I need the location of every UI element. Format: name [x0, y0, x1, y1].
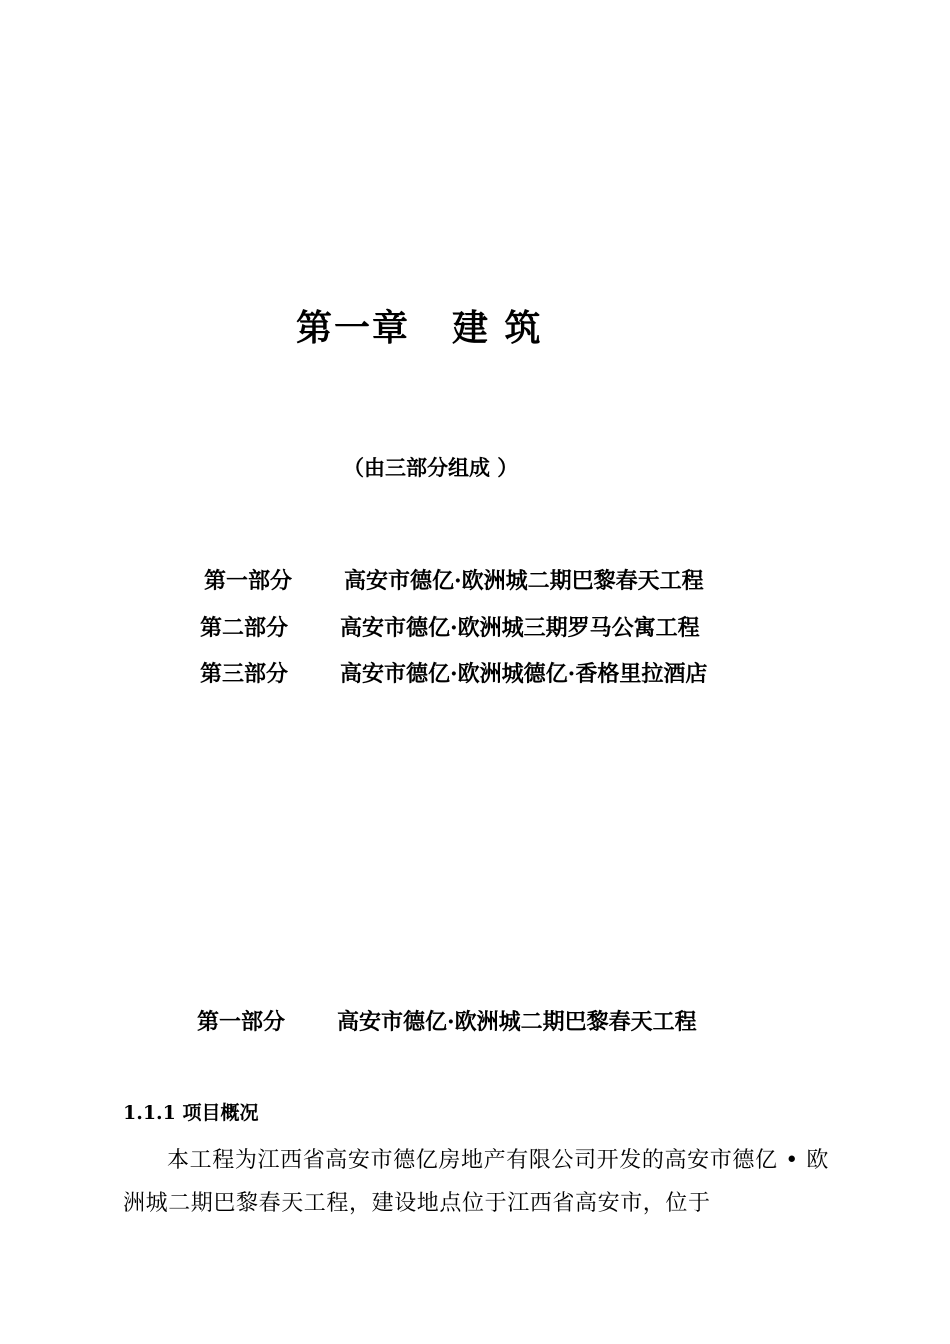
part-item-1 — [204, 564, 704, 595]
part-name: 第三部分 — [200, 661, 289, 687]
chapter-name: 建 筑 — [452, 307, 543, 349]
part-item-3 — [200, 657, 707, 688]
chapter-title — [296, 300, 543, 351]
section-title: 高安市德亿·欧洲城二期巴黎春天工程 — [337, 1009, 697, 1035]
section-name: 第一部分 — [197, 1009, 286, 1035]
part-title: 高安市德亿·欧洲城三期罗马公寓工程 — [340, 615, 700, 641]
chapter-subtitle: （由三部分组成 ） — [343, 455, 519, 480]
part-title: 高安市德亿·欧洲城二期巴黎春天工程 — [344, 568, 704, 594]
subsection-heading: 1.1.1 项目概况 — [123, 1102, 259, 1124]
section-heading — [197, 1005, 697, 1036]
part-name: 第二部分 — [200, 615, 289, 641]
part-item-2 — [200, 611, 700, 642]
chapter-label: 第一章 — [296, 307, 411, 349]
part-name: 第一部分 — [204, 568, 293, 594]
part-title: 高安市德亿·欧洲城德亿·香格里拉酒店 — [340, 661, 708, 687]
body-paragraph: 本工程为江西省高安市德亿房地产有限公司开发的高安市德亿 • 欧洲城二期巴黎春天工程，建设地点位于江西省高安市，位于 — [123, 1148, 829, 1216]
